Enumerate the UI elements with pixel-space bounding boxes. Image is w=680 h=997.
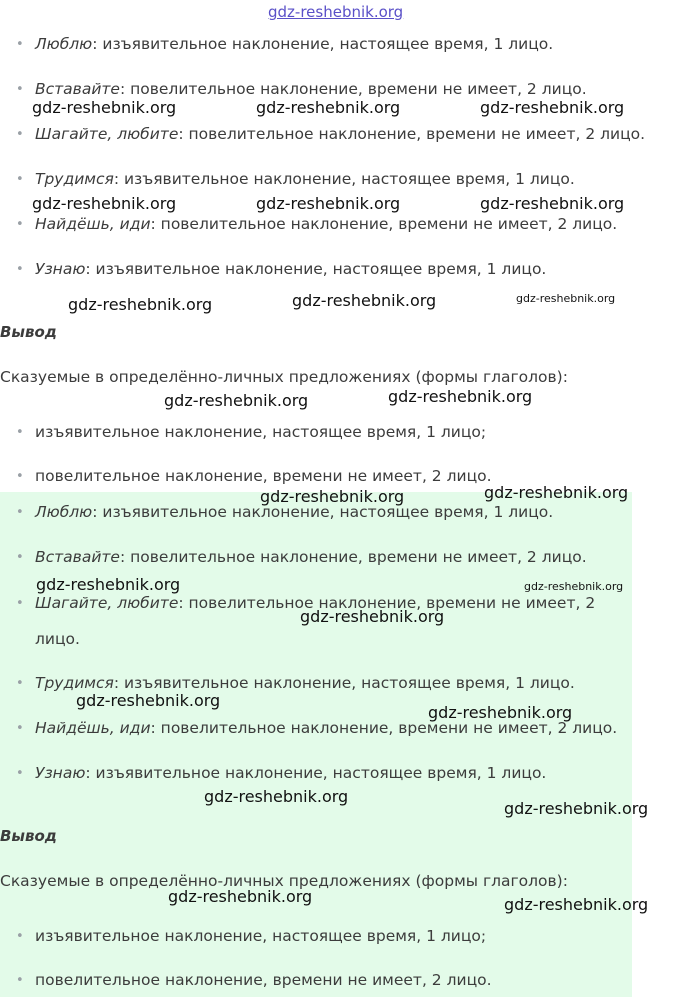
form-text: повелительное наклонение, времени не имеет, 2 лицо. bbox=[35, 467, 492, 485]
watermark: gdz-reshebnik.org bbox=[32, 98, 177, 117]
bullet-icon: • bbox=[16, 425, 24, 440]
bullet-icon: • bbox=[16, 721, 24, 736]
bullet-icon: • bbox=[16, 766, 24, 781]
watermark: gdz-reshebnik.org bbox=[504, 895, 649, 914]
watermark: gdz-reshebnik.org bbox=[292, 291, 437, 310]
watermark: gdz-reshebnik.org bbox=[480, 98, 625, 117]
verb: Вставайте bbox=[35, 548, 120, 566]
highlight-background bbox=[0, 492, 632, 997]
watermark: gdz-reshebnik.org bbox=[524, 580, 624, 593]
verb: Найдёшь, иди bbox=[35, 719, 151, 737]
bullet-icon: • bbox=[16, 550, 24, 565]
verb-description: : изъявительное наклонение, настоящее время, 1 лицо. bbox=[92, 35, 554, 53]
verb-description: : повелительное наклонение, времени не имеет, 2 лицо. bbox=[178, 125, 646, 143]
bullet-icon: • bbox=[16, 262, 24, 277]
verb: Люблю bbox=[35, 35, 93, 53]
verb: Узнаю bbox=[35, 260, 86, 278]
bullet-icon: • bbox=[16, 676, 24, 691]
watermark: gdz-reshebnik.org bbox=[256, 98, 401, 117]
verb: Шагайте, любите bbox=[35, 125, 179, 143]
bullet-icon: • bbox=[16, 596, 24, 611]
bullet-icon: • bbox=[16, 929, 24, 944]
bullet-icon: • bbox=[16, 469, 24, 484]
watermark: gdz-reshebnik.org bbox=[168, 887, 313, 906]
watermark-link[interactable]: gdz-reshebnik.org bbox=[268, 3, 404, 21]
bullet-icon: • bbox=[16, 127, 24, 142]
watermark: gdz-reshebnik.org bbox=[164, 391, 309, 410]
form-text: повелительное наклонение, времени не имеет, 2 лицо. bbox=[35, 971, 492, 989]
bullet-icon: • bbox=[16, 973, 24, 988]
verb-description: : повелительное наклонение, времени не имеет, 2 лицо. bbox=[35, 594, 596, 648]
bullet-icon: • bbox=[16, 217, 24, 232]
bullet-icon: • bbox=[16, 82, 24, 97]
bullet-icon: • bbox=[16, 172, 24, 187]
verb-description: : повелительное наклонение, времени не имеет, 2 лицо. bbox=[119, 80, 587, 98]
form-text: изъявительное наклонение, настоящее время, 1 лицо; bbox=[35, 423, 487, 441]
verb-description: : повелительное наклонение, времени не имеет, 2 лицо. bbox=[119, 548, 587, 566]
conclusion-heading: Вывод bbox=[0, 323, 57, 341]
verb-description: : изъявительное наклонение, настоящее время, 1 лицо. bbox=[92, 503, 554, 521]
verb: Узнаю bbox=[35, 764, 86, 782]
form-text: изъявительное наклонение, настоящее время, 1 лицо; bbox=[35, 927, 487, 945]
verb-description: : изъявительное наклонение, настоящее время, 1 лицо. bbox=[113, 170, 575, 188]
watermark: gdz-reshebnik.org bbox=[260, 487, 405, 506]
verb: Шагайте, любите bbox=[35, 594, 179, 612]
bullet-icon: • bbox=[16, 37, 24, 52]
verb-description: : повелительное наклонение, времени не имеет, 2 лицо. bbox=[150, 215, 618, 233]
watermark: gdz-reshebnik.org bbox=[32, 194, 177, 213]
watermark: gdz-reshebnik.org bbox=[36, 575, 181, 594]
watermark: gdz-reshebnik.org bbox=[256, 194, 401, 213]
watermark: gdz-reshebnik.org bbox=[204, 787, 349, 806]
conclusion-text: Сказуемые в определённо-личных предложениях (формы глаголов): bbox=[0, 368, 568, 386]
watermark: gdz-reshebnik.org bbox=[300, 607, 445, 626]
verb: Найдёшь, иди bbox=[35, 215, 151, 233]
watermark: gdz-reshebnik.org bbox=[428, 703, 573, 722]
watermark: gdz-reshebnik.org bbox=[484, 483, 629, 502]
watermark: gdz-reshebnik.org bbox=[68, 295, 213, 314]
watermark: gdz-reshebnik.org bbox=[76, 691, 221, 710]
conclusion-text: Сказуемые в определённо-личных предложениях (формы глаголов): bbox=[0, 872, 568, 890]
watermark: gdz-reshebnik.org bbox=[480, 194, 625, 213]
verb: Трудимся bbox=[35, 674, 114, 692]
verb: Люблю bbox=[35, 503, 93, 521]
verb: Трудимся bbox=[35, 170, 114, 188]
verb-description: : повелительное наклонение, времени не имеет, 2 лицо. bbox=[150, 719, 618, 737]
watermark: gdz-reshebnik.org bbox=[504, 799, 649, 818]
conclusion-heading: Вывод bbox=[0, 827, 57, 845]
watermark: gdz-reshebnik.org bbox=[388, 387, 533, 406]
verb: Вставайте bbox=[35, 80, 120, 98]
watermark: gdz-reshebnik.org bbox=[516, 292, 616, 305]
verb-description: : изъявительное наклонение, настоящее время, 1 лицо. bbox=[113, 674, 575, 692]
bullet-icon: • bbox=[16, 505, 24, 520]
verb-description: : изъявительное наклонение, настоящее время, 1 лицо. bbox=[85, 764, 547, 782]
verb-description: : изъявительное наклонение, настоящее время, 1 лицо. bbox=[85, 260, 547, 278]
